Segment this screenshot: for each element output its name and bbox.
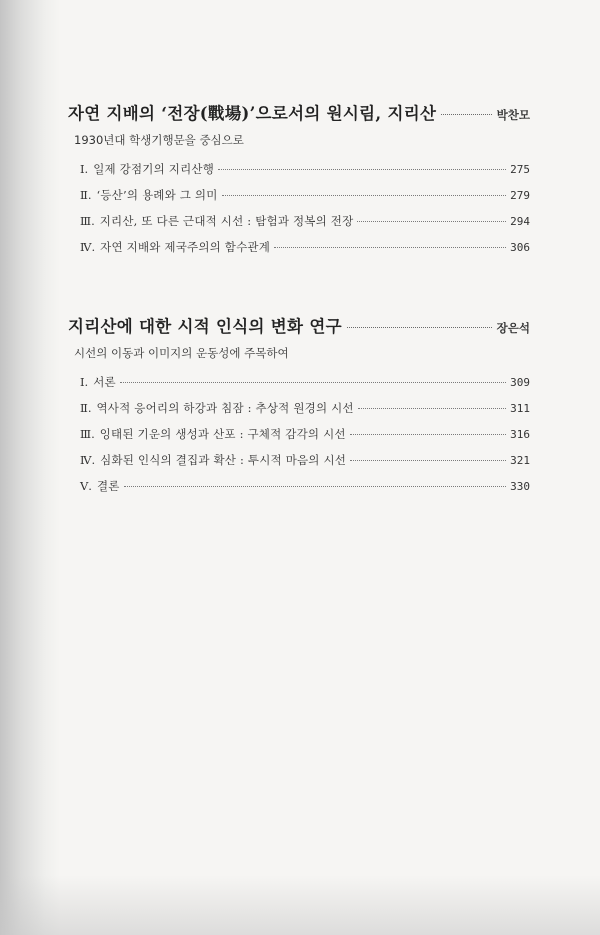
entry-title: ‘등산’의 용례와 그 의미: [96, 188, 218, 202]
section-heading-row: [68, 100, 530, 124]
toc-entry-list: [80, 161, 530, 265]
dot-leader: [124, 486, 507, 487]
entry-title: 역사적 응어리의 하강과 침잠 : 추상적 원경의 시선: [96, 401, 354, 415]
entry-number: Ⅱ.: [80, 401, 92, 415]
toc-entry[interactable]: [80, 374, 530, 400]
toc-section-1: [68, 100, 530, 265]
page-bottom-shadow: [0, 875, 600, 935]
entry-number: Ⅴ.: [80, 479, 92, 493]
dot-leader: [274, 247, 506, 248]
dot-leader: [358, 408, 506, 409]
dot-leader: [441, 114, 491, 115]
section-title: 자연 지배의 ‘전장(戰場)’으로서의 원시림, 지리산: [68, 104, 437, 123]
entry-number: Ⅰ.: [80, 162, 89, 176]
section-subtitle: 시선의 이동과 이미지의 운동성에 주목하여: [74, 346, 289, 360]
dot-leader: [350, 434, 506, 435]
entry-title: 서론: [93, 375, 116, 389]
entry-title: 결론: [96, 479, 120, 493]
entry-title: 심화된 인식의 결집과 확산 : 투시적 마음의 시선: [100, 453, 347, 467]
toc-entry[interactable]: [80, 187, 530, 213]
toc-entry[interactable]: [80, 239, 530, 265]
section-heading-row: [68, 313, 530, 337]
toc-entry[interactable]: [80, 400, 530, 426]
entry-page-number: 294: [510, 215, 530, 228]
dot-leader: [222, 195, 507, 196]
entry-page-number: 321: [510, 454, 530, 467]
entry-number: Ⅰ.: [80, 375, 89, 389]
dot-leader: [357, 221, 506, 222]
section-author: 박찬모: [496, 108, 530, 122]
entry-title: 잉태된 기운의 생성과 산포 : 구체적 감각의 시선: [99, 427, 346, 441]
entry-number: Ⅲ.: [80, 214, 95, 228]
toc-entry[interactable]: [80, 161, 530, 187]
page-gutter-shadow: [0, 0, 60, 935]
entry-title: 자연 지배와 제국주의의 함수관계: [100, 240, 271, 254]
toc-section-2: [68, 313, 530, 504]
entry-page-number: 316: [510, 428, 530, 441]
toc-entry[interactable]: [80, 426, 530, 452]
dot-leader: [218, 169, 506, 170]
entry-number: Ⅲ.: [80, 427, 95, 441]
section-title: 지리산에 대한 시적 인식의 변화 연구: [68, 317, 342, 336]
toc-entry[interactable]: [80, 478, 530, 504]
entry-page-number: 275: [510, 163, 530, 176]
entry-number: Ⅱ.: [80, 188, 92, 202]
entry-title: 지리산, 또 다른 근대적 시선 : 탐험과 정복의 전장: [99, 214, 354, 228]
entry-page-number: 279: [510, 189, 530, 202]
section-author: 장은석: [496, 321, 530, 335]
toc-entry[interactable]: [80, 213, 530, 239]
entry-page-number: 330: [510, 480, 530, 493]
section-subtitle: 1930년대 학생기행문을 중심으로: [74, 133, 244, 147]
toc-entry[interactable]: [80, 452, 530, 478]
entry-page-number: 311: [510, 402, 530, 415]
entry-title: 일제 강점기의 지리산행: [93, 162, 215, 176]
entry-page-number: 306: [510, 241, 530, 254]
entry-number: Ⅳ.: [80, 240, 96, 254]
toc-entry-list: [80, 374, 530, 504]
dot-leader: [347, 327, 492, 328]
dot-leader: [120, 382, 506, 383]
entry-number: Ⅳ.: [80, 453, 96, 467]
entry-page-number: 309: [510, 376, 530, 389]
dot-leader: [350, 460, 506, 461]
